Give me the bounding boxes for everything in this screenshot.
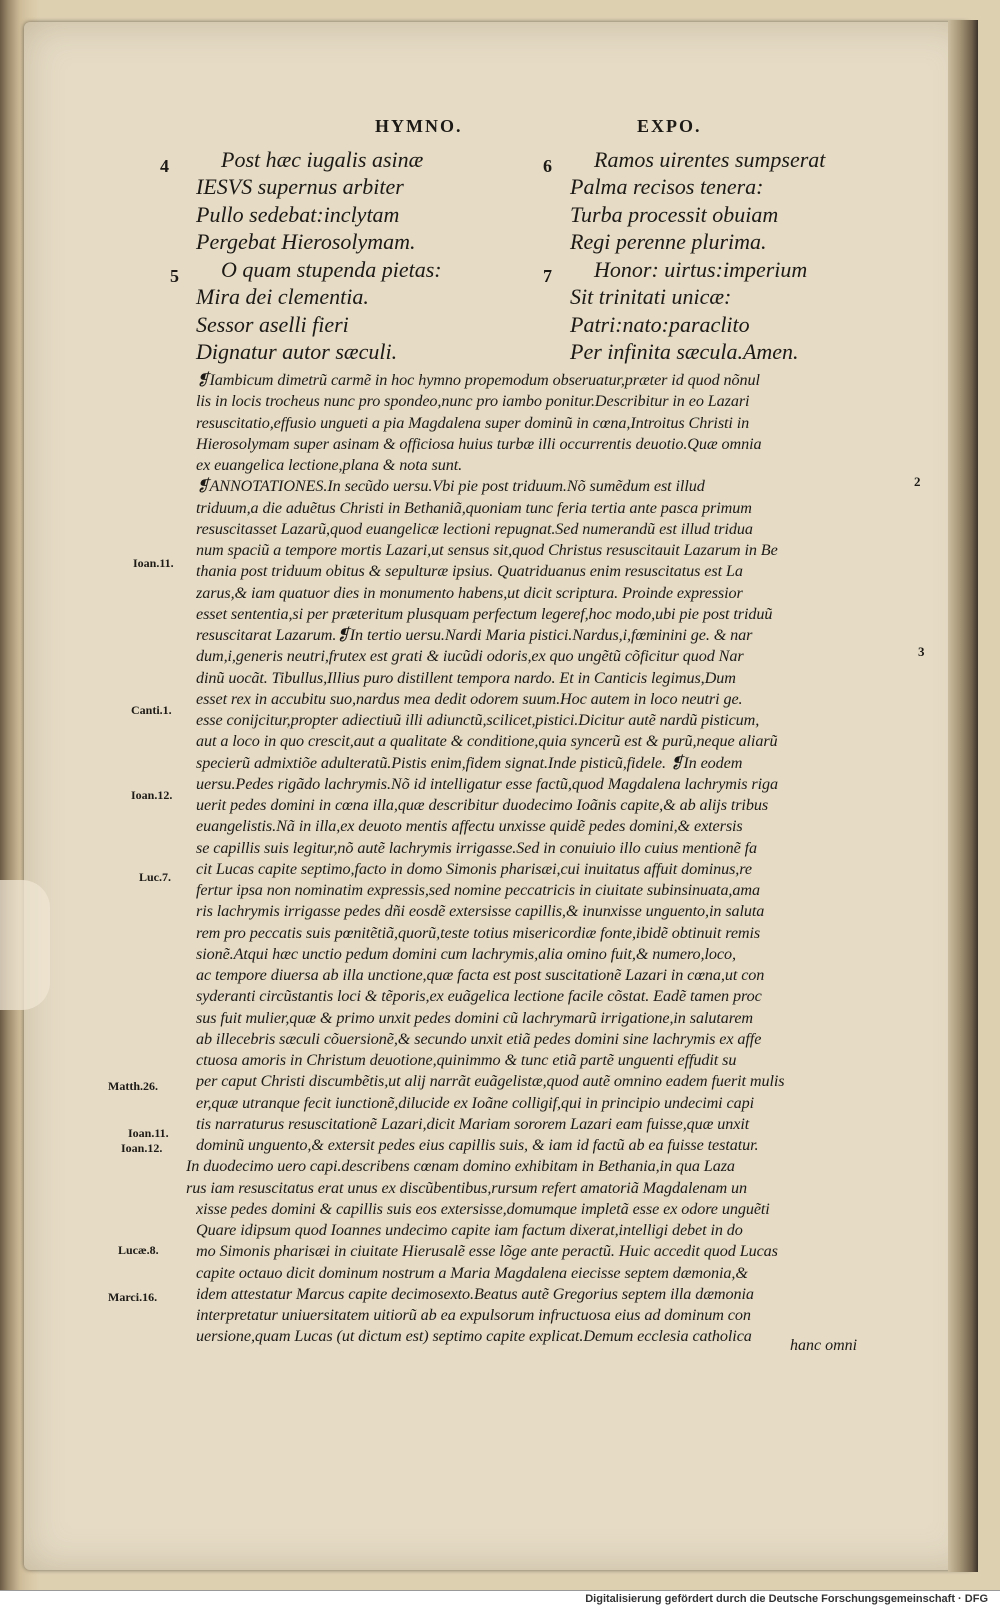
margin-note: Ioan.11. [128, 1126, 169, 1140]
commentary-line: num spaciũ a tempore mortis Lazari,ut sensus sit,quod Christus resuscitauit Lazarum in Be [196, 541, 778, 559]
commentary-line: xisse pedes domini & capillis suis eos extersisse,domumque impletã esse ex odore unguẽti [196, 1199, 770, 1218]
stanza-number: 4 [160, 156, 169, 176]
stanza-number: 7 [543, 266, 552, 286]
commentary-line: cit Lucas capite septimo,facto in domo Simonis pharisæi,cui inuitatus affuit dominus,re [196, 859, 752, 878]
commentary-line: sionẽ.Atqui hæc unctio pedum domini cum lachrymis,alia omino fuit,& numero,loco, [196, 944, 736, 963]
commentary-line: resuscitarat Lazarum.❡In tertio uersu.Nardi Maria pistici.Nardus,i,fœminini ge. & nar [196, 626, 753, 644]
page-edge [948, 20, 978, 1572]
commentary-line: lis in locis trocheus nunc pro spondeo,nunc pro iambo ponitur.Describitur in eo Lazari [196, 392, 750, 411]
commentary-line: tis narraturus resuscitationẽ Lazari,dicit Mariam sororem Lazari eam fuisse,quæ unxit [196, 1114, 750, 1133]
commentary-line: euangelistis.Nã in illa,ex deuoto mentis affectu unxisse quidẽ pedes domini,& extersis [196, 817, 743, 836]
margin-note: Marci.16. [108, 1290, 158, 1304]
commentary-line: ex euangelica lectione,plana & nota sunt. [196, 456, 463, 474]
verse-line: Mira dei clementia. [196, 284, 369, 310]
commentary-line: ris lachrymis irrigasse pedes dñi eosdẽ extersisse capillis,& inunxisse unguento,in saluta [196, 902, 765, 921]
verse-line: IESVS supernus arbiter [196, 174, 404, 200]
commentary-line: interpretatur uniuersitatem uitiorũ ab ea expulsorum infructuosa eius ad dominum con [196, 1306, 751, 1324]
commentary-text [186, 370, 896, 1348]
margin-note: Luc.7. [139, 870, 172, 884]
commentary-line: uerit pedes domini in cœna illa,quæ describitur duodecimo Ioãnis capite,& ab alijs tribus [196, 796, 769, 814]
margin-mark: 2 [914, 474, 921, 489]
stanza-number: 6 [543, 156, 552, 176]
margin-note: Canti.1. [131, 703, 172, 717]
commentary-line: rem pro peccatis suis pœnitẽtiã,quorũ,teste totius misericordiæ fonte,ibidẽ obtinuit remis [196, 923, 761, 942]
commentary-line: specierũ admixtiõe adulteratũ.Pistis enim,fidem signat.Inde pisticũ,fidele. ❡In eodem [196, 753, 743, 772]
verse-line: Honor: uirtus:imperium [594, 257, 808, 282]
commentary-line: uersione,quam Lucas (ut dictum est) septimo capite explicat.Demum ecclesia catholica [196, 1327, 752, 1346]
verse-line: Pergebat Hierosolymam. [196, 229, 416, 255]
commentary-line: triduum,a die aduẽtus Christi in Bethaniã,quoniam tunc feria tertia ante pasca primum [196, 498, 752, 517]
verse-line: Sit trinitati unicæ: [570, 284, 732, 310]
margin-note: Ioan.12. [131, 788, 173, 802]
commentary-line: In duodecimo uero capi.describens cœnam domino exhibitam in Bethania,in qua Laza [186, 1157, 735, 1176]
commentary-line: ❡Iambicum dimetrũ carmẽ in hoc hymno propemodum obseruatur,præter id quod nõnul [196, 371, 760, 389]
verse-stanza [570, 256, 807, 366]
commentary-line: Quare idipsum quod Ioannes undecimo capite iam factum dixerat,intelligi debet in do [196, 1221, 743, 1239]
verse-stanza [196, 256, 442, 366]
commentary-line: esset rex in accubitu suo,nardus mea dedit odorem suum.Hoc autem in loco neutri ge. [196, 689, 743, 708]
commentary-line: resuscitasset Lazarũ,quod euangelicæ lectioni repugnat.Sed numerandũ est illud tridua [196, 519, 753, 538]
commentary-line: ❡ANNOTATIONES.In secũdo uersu.Vbi pie post triduum.Nõ sumẽdum est illud [196, 477, 705, 496]
verse-line: Ramos uirentes sumpserat [594, 147, 826, 172]
verse-line: Turba processit obuiam [570, 201, 779, 227]
commentary-line: per caput Christi discumbẽtis,ut alij narrãt euãgelistæ,quod autẽ omnino eadem fuerit mulis [196, 1072, 785, 1091]
commentary-line: zarus,& iam quatuor dies in monumento habens,ut dicit scriptura. Proinde expressior [196, 583, 743, 602]
commentary-line: er,quæ utranque fecit iunctionẽ,dilucide ex Ioãne colligif,qui in principio undecimi capi [196, 1093, 754, 1112]
verse-line: O quam stupenda pietas: [221, 257, 442, 282]
margin-mark: 3 [918, 644, 925, 659]
running-head-left: HYMNO. [375, 116, 463, 136]
verse-line: Dignatur autor sæculi. [196, 339, 398, 365]
verse-line: Regi perenne plurima. [570, 229, 767, 255]
commentary-line: esset sententia,si per præteritum plusquam perfectum legeref,hoc modo,ubi pie post triduũ [196, 604, 773, 623]
commentary-line: uersu.Pedes rigãdo lachrymis.Nõ id intelligatur esse factũ,quod Magdalena lachrymis riga [196, 774, 778, 793]
commentary-line: idem attestatur Marcus capite decimosexto.Beatus autẽ Gregorius septem illa dæmonia [196, 1284, 754, 1303]
commentary-line: ctuosa amoris in Christum deuotione,quinimmo & tunc etiã partẽ unguenti effudit su [196, 1051, 737, 1069]
margin-note: Lucæ.8. [118, 1243, 159, 1257]
commentary-line: rus iam resuscitatus erat unus ex discũbentibus,rursum refert amatoriã Magdalenam un [186, 1178, 747, 1197]
commentary-line: dum,i,generis neutri,frutex est grati & iucũdi odoris,ex quo ungẽtũ cõficitur quod Nar [196, 647, 744, 666]
commentary-line: fertur ipsa non nominatim expressis,sed nomine peccatricis in ciuitate subinsinuata,ama [196, 881, 760, 899]
commentary-line: syderanti circũstantis loci & tẽporis,ex euãgelica lectione facile cõstat. Eadẽ tamen proc [196, 987, 762, 1006]
verse-stanza [196, 146, 423, 256]
verse-line: Post hæc iugalis asinæ [221, 147, 424, 172]
footer-credit: Digitalisierung gefördert durch die Deutsche Forschungsgemeinschaft · DFG [585, 1593, 988, 1605]
running-head-right: EXPO. [637, 116, 702, 136]
commentary-line: ac tempore diuersa ab illa unctione,quæ facta est post suscitationẽ Lazari in cœna,ut con [196, 966, 765, 984]
stanza-number: 5 [170, 266, 179, 286]
verse-line: Per infinita sæcula.Amen. [570, 339, 799, 365]
margin-note: Ioan.11. [133, 556, 174, 570]
commentary-line: sus fuit mulier,quæ & primo unxit pedes domini cũ lachrymarũ irrigatione,in salutarem [196, 1008, 753, 1027]
commentary-line: thania post triduum obitus & sepulturæ ipsius. Quatriduanus enim resuscitatus est La [196, 562, 743, 581]
verse-line: Sessor aselli fieri [196, 311, 349, 337]
commentary-line: se capillis suis legitur,nõ autẽ lachrymis irrigasse.Sed in conuiuio illo cuius mentionẽ fa [196, 838, 758, 857]
verse-stanza [570, 146, 825, 256]
commentary-line: dinũ uocãt. Tibullus,Illius puro distillent tempora nardo. Et in Canticis legimus,Dum [196, 668, 736, 687]
verse-line: Palma recisos tenera: [570, 174, 764, 200]
verse-line: Pullo sedebat:inclytam [196, 201, 400, 227]
commentary-line: Hierosolymam super asinam & officiosa huius turbæ illi occurrentis deuotio.Quæ omnia [196, 434, 762, 453]
commentary-line: ab illecebris sæculi cõuersionẽ,& secundo unxit etiã pedes domini sine lachrymis ex affe [196, 1029, 762, 1048]
commentary-line: dominũ unguento,& extersit pedes eius capillis suis, & iam id factũ ab ea fuisse testatur. [196, 1136, 759, 1154]
commentary-line: resuscitatio,effusio ungueti a pia Magdalena super dominũ in cœna,Introitus Christi in [196, 413, 750, 432]
commentary-line: capite octauo dicit dominum nostrum a Maria Magdalena eiecisse septem dæmonia,& [196, 1263, 748, 1282]
catchword: hanc omni [790, 1337, 858, 1354]
commentary-line: aut a loco in quo crescit,aut a qualitate & conditione,quia syncerũ est & purũ,neque aliarũ [196, 732, 778, 751]
page-fold [0, 880, 50, 1010]
verse-line: Patri:nato:paraclito [570, 311, 750, 337]
commentary-line: esse conijcitur,propter adiectiuũ illi adiunctũ,scilicet,pistici.Dicitur autẽ nardũ pisticum, [196, 711, 760, 729]
margin-note: Ioan.12. [121, 1141, 163, 1155]
margin-note: Matth.26. [108, 1079, 158, 1093]
commentary-line: mo Simonis pharisæi in ciuitate Hierusalẽ esse lõge ante peractũ. Huic accedit quod Lucas [196, 1242, 778, 1261]
